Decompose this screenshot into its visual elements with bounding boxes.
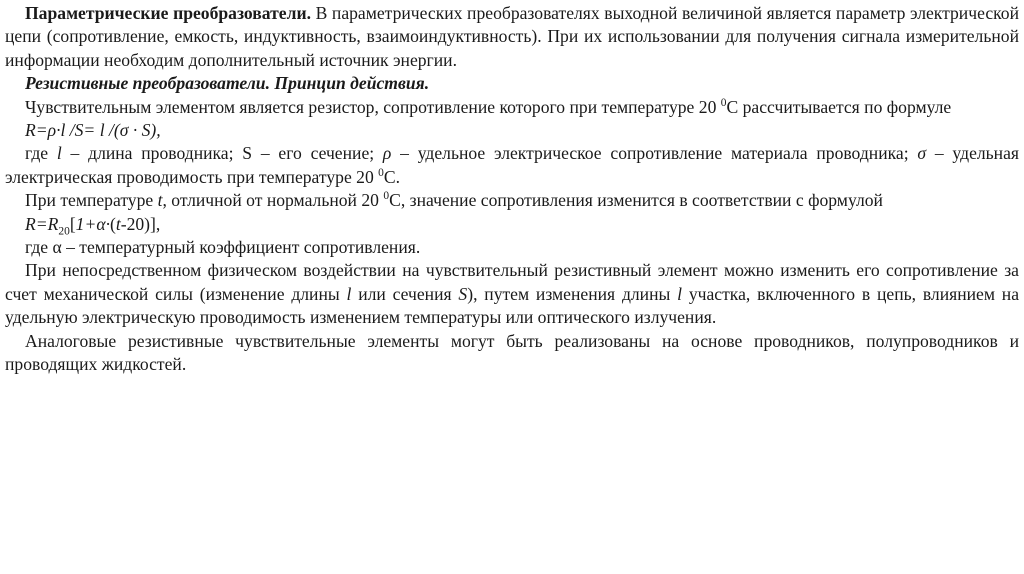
heading-parametric-converters: Параметрические преобразователи. [25,3,311,23]
paragraph-alpha-definition [5,236,1019,259]
variable-l: l [346,283,352,304]
text-run: или сечения [351,283,459,304]
text-run: – удельная электрическая проводимость при температуре 20 [5,143,1019,187]
heading-resistive-converters: Резистивные преобразователи. Принцип действия. [25,73,430,94]
formula-part: t [115,213,121,234]
formula-resistance [5,119,1019,142]
paragraph-analog-elements [5,330,1019,377]
formula-temperature-resistance [5,213,1019,236]
text-run: ), путем изменения длины [467,283,678,304]
paragraph-temperature-change [5,189,1019,212]
formula-part: ( [109,213,116,234]
paragraph-parametric-converters [5,2,1019,72]
variable-l: l [56,143,62,164]
paragraph-physical-influence [5,259,1019,329]
text-run: С. [383,166,401,187]
subscript: 20 [58,225,70,238]
text-run: С, значение сопротивления изменится в соответствии с формулой [389,190,883,211]
text-run: где α – температурный коэффициент сопротивления. [25,237,421,258]
variable-rho: ρ [382,143,392,164]
text-run: , отличной от нормальной 20 [162,190,384,211]
superscript: 0 [720,96,727,109]
superscript: 0 [383,190,390,203]
text-run: – удельное электрическое сопротивление материала проводника; [391,143,918,164]
superscript: 0 [378,166,384,179]
variable-t: t [157,190,163,211]
text-run: Аналоговые резистивные чувствительные элементы могут быть реализованы на основе проводников, полупроводников и проводящих жидкостей. [5,330,1019,375]
variable-l: l [677,283,683,304]
text-run: С рассчитывается по формуле [726,96,952,117]
formula-part: R=R [25,213,59,234]
text-run: Чувствительным элементом является резистор, сопротивление которого при температуре 20 [25,96,721,117]
section-heading-resistive [5,72,1019,95]
paragraph-text: В параметрических преобразователях выходной величиной является параметр электрической цепи (сопротивление, емкость, индуктивность, взаимоиндуктивность). При их использовании для получения сигнала измерительной информации необходим дополнительный источник энергии. [5,3,1019,70]
text-run: где [25,143,57,164]
formula-part: [ [69,213,76,234]
paragraph-sensitive-element [5,96,1019,119]
variable-sigma: σ [917,143,927,164]
paragraph-variable-definitions [5,142,1019,189]
text-run: – длина проводника; S – его сечение; [61,143,383,164]
formula-text: R=ρ·l /S= l /(σ · S), [25,120,161,141]
variable-S: S [458,283,468,304]
text-run: При непосредственном физическом воздействии на чувствительный резистивный элемент можно изменить его сопротивление за счет механической силы (изменение длины [5,260,1019,304]
text-run: При температуре [25,190,158,211]
formula-part: -20)], [120,213,161,234]
formula-part: 1+α· [75,213,110,234]
text-run: участка, включенного в цепь, влиянием на удельную электрическую проводимость изменением температуры или оптического излучения. [5,283,1020,328]
